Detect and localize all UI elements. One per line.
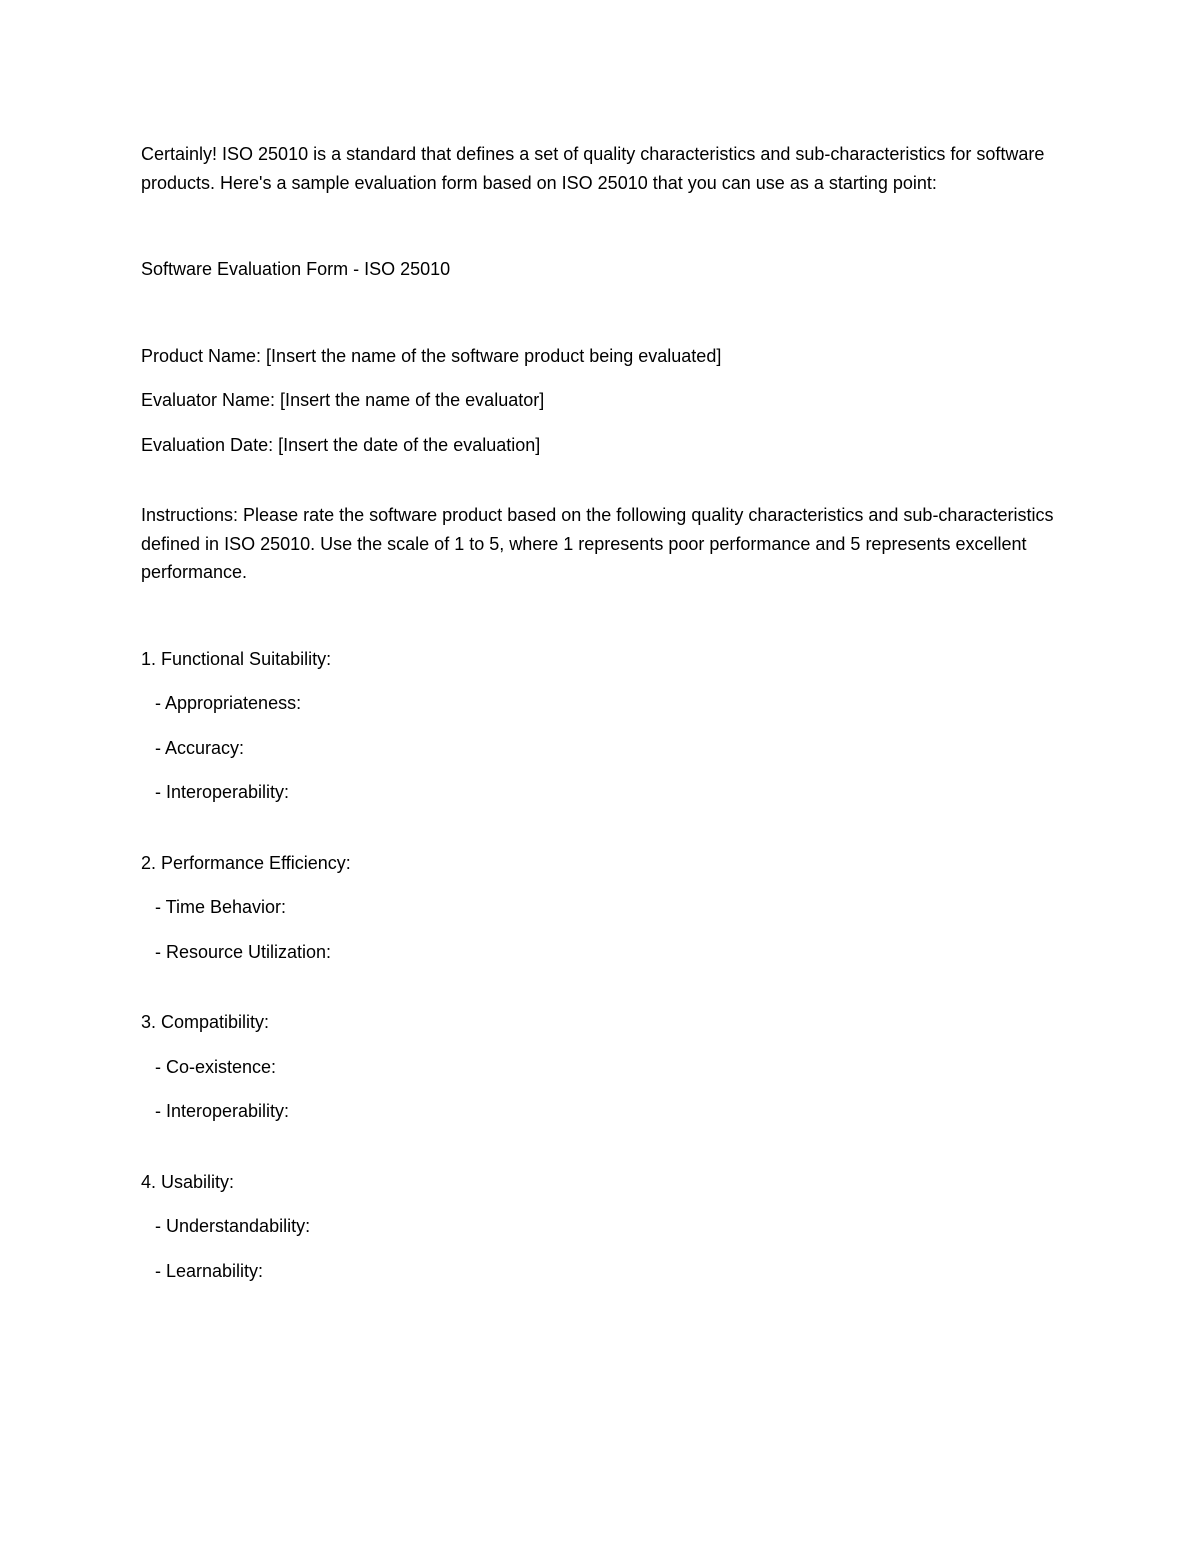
document-body [141,140,1071,1327]
subitem-learnability: - Learnability: [155,1260,264,1281]
form-title: Software Evaluation Form - ISO 25010 [141,259,451,279]
subitem-understandability: - Understandability: [155,1216,311,1236]
subitem-resource-utilization: - Resource Utilization: [155,941,332,962]
intro-paragraph: Certainly! ISO 25010 is a standard that defines a set of quality characteristics and sub-characteristics for software products. Here's a sample evaluation form based on ISO 25010 that you can use as a starting point: [141,144,1045,193]
section-functional-suitability [141,645,1071,807]
instructions-paragraph: Instructions: Please rate the software product based on the following quality characteristics and sub-characteristics defined in ISO 25010. Use the scale of 1 to 5, where 1 represents poor performance and 5 represents excellent performance. [141,505,1054,582]
section-performance-efficiency [141,849,1071,967]
section-heading: 3. Compatibility: [141,1012,270,1032]
section-heading: 4. Usability: [141,1171,235,1192]
section-heading: 2. Performance Efficiency: [141,852,351,873]
subitem-co-existence: - Co-existence: [155,1056,277,1077]
subitem-time-behavior: - Time Behavior: [155,897,287,917]
subitem-appropriateness: - Appropriateness: [155,693,302,713]
subitem-interoperability: - Interoperability: [155,782,290,802]
product-name-field: Product Name: [Insert the name of the software product being evaluated] [141,345,722,366]
section-heading: 1. Functional Suitability: [141,648,332,669]
subitem-interoperability: - Interoperability: [155,1101,290,1121]
evaluation-date-field: Evaluation Date: [Insert the date of the evaluation] [141,434,541,455]
form-fields [141,342,1071,460]
subitem-accuracy: - Accuracy: [155,737,245,758]
evaluator-name-field: Evaluator Name: [Insert the name of the evaluator] [141,390,545,410]
section-compatibility [141,1008,1071,1126]
section-usability [141,1168,1071,1286]
